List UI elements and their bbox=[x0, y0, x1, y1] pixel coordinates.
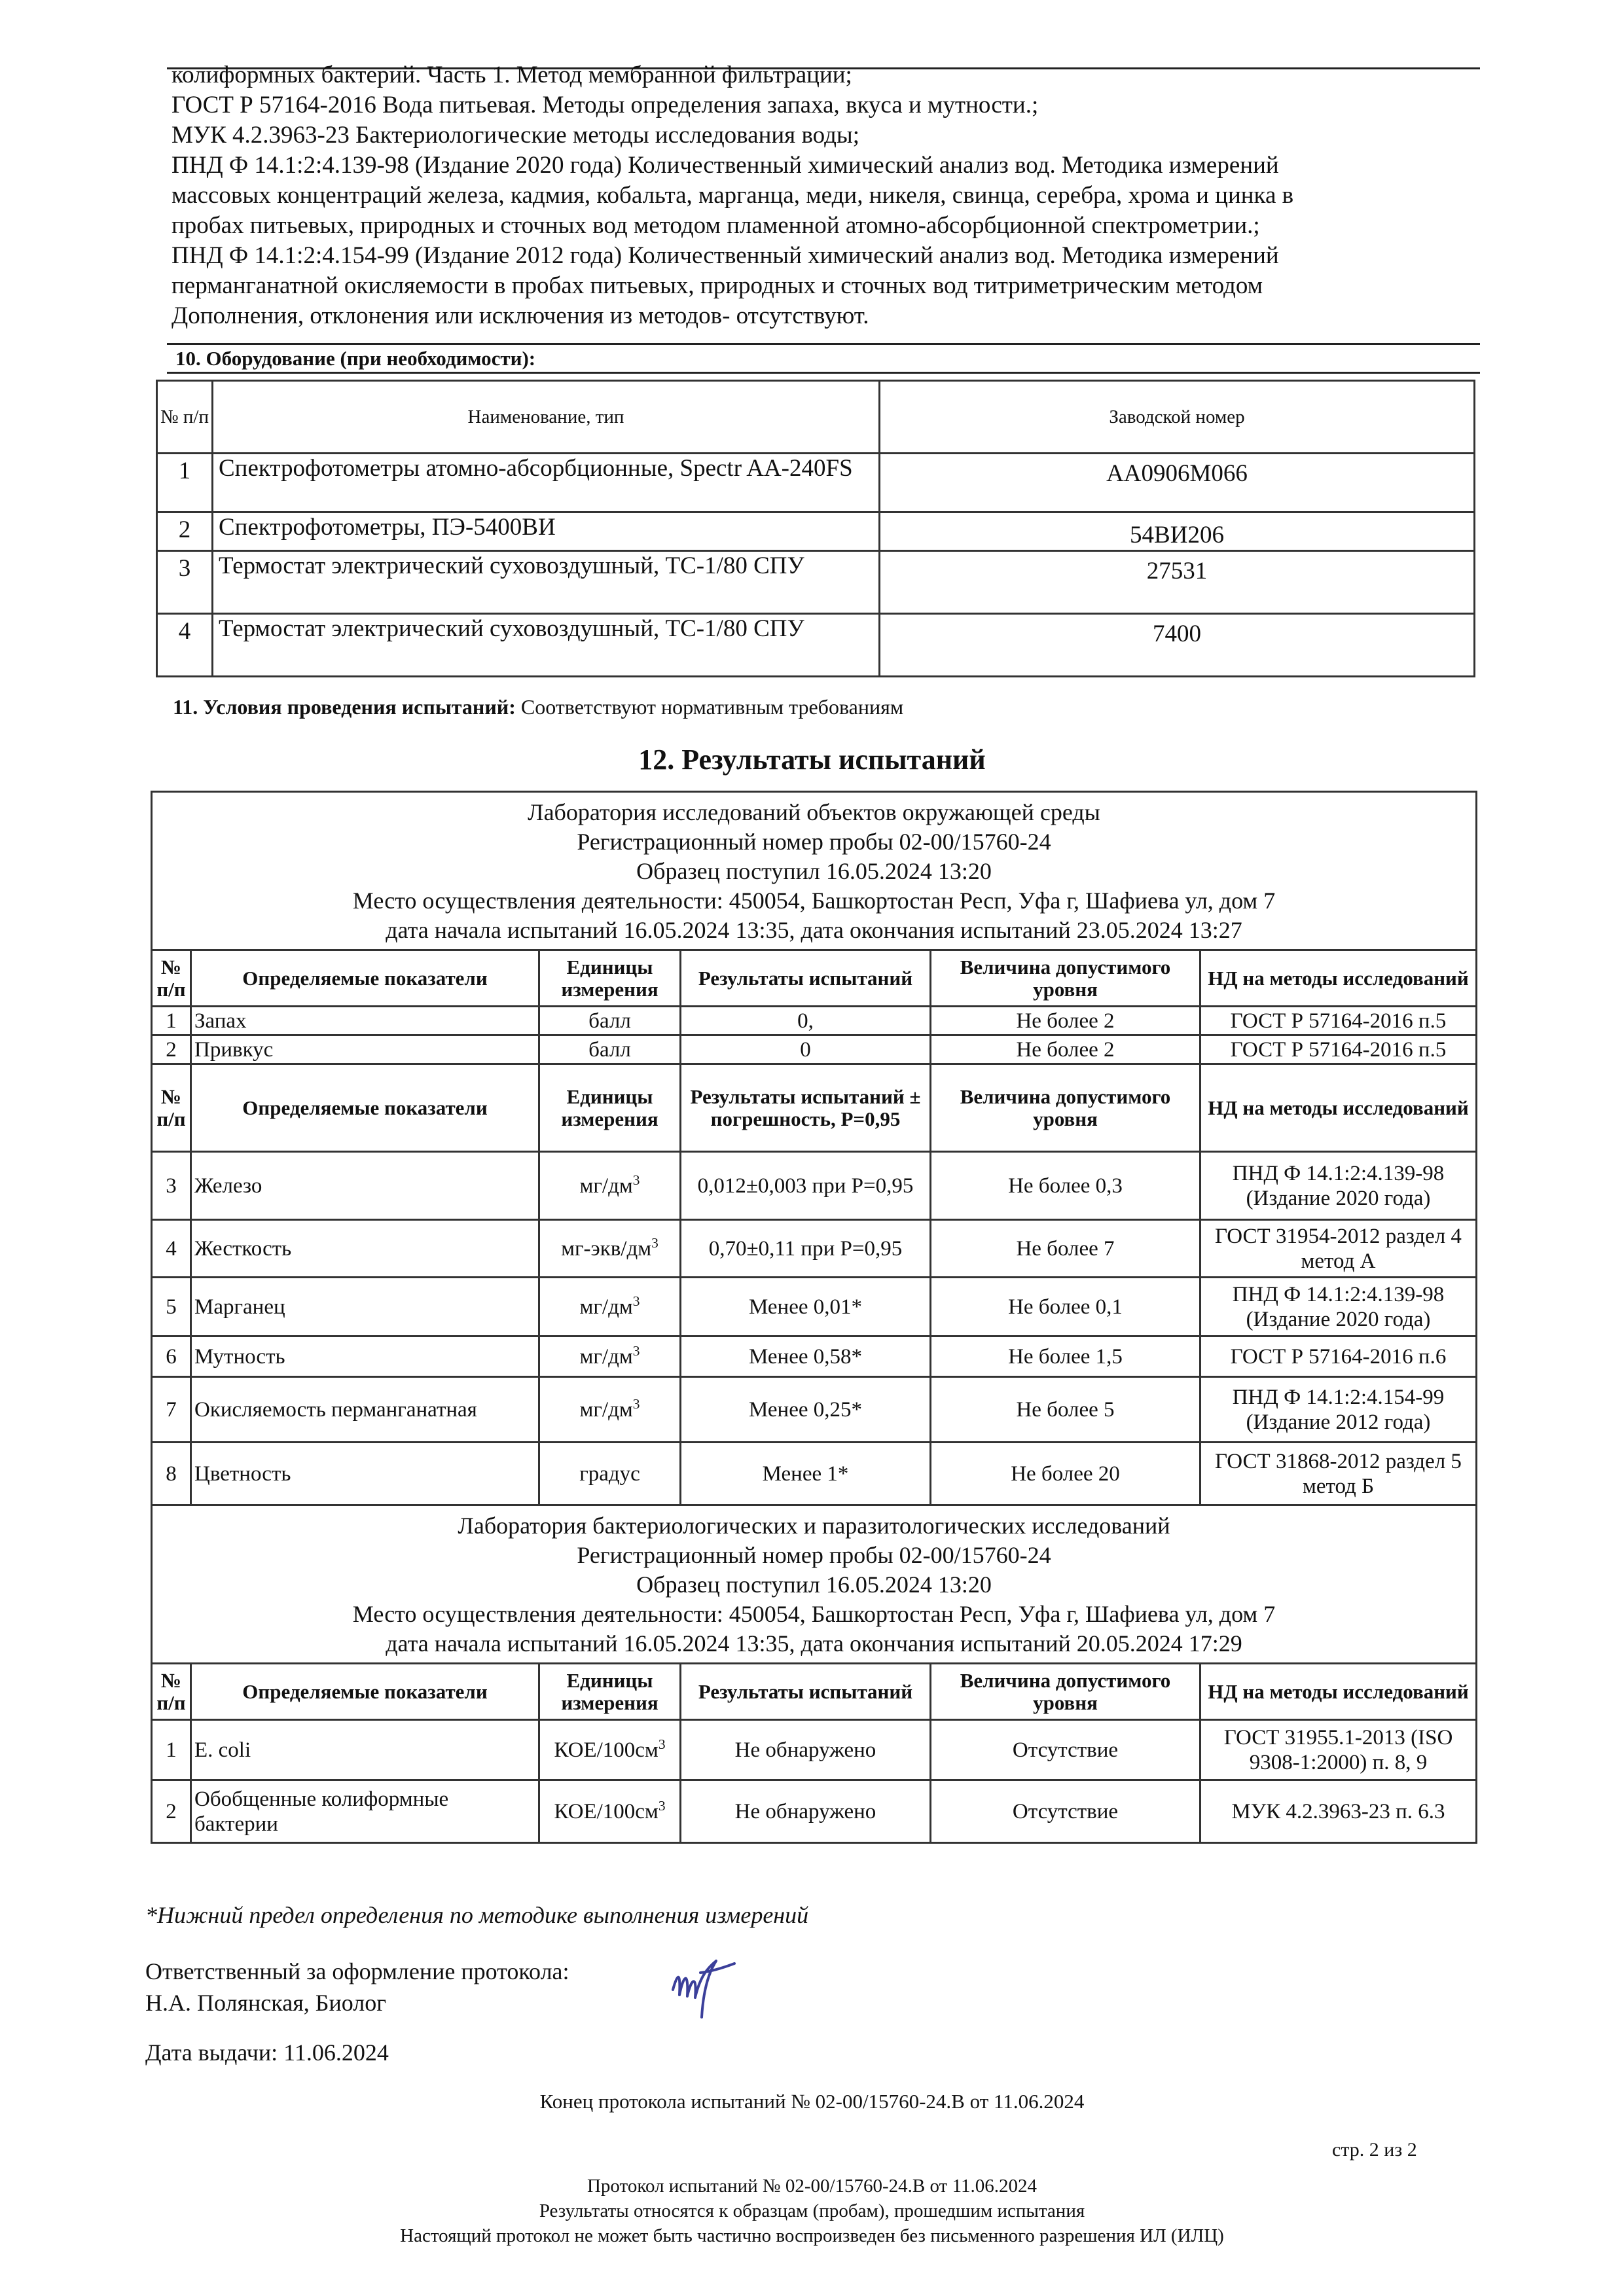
row-num: 3 bbox=[152, 1152, 191, 1220]
row-num: 6 bbox=[152, 1336, 191, 1377]
table-header-row bbox=[152, 950, 1477, 1007]
row-num: 4 bbox=[157, 614, 213, 677]
limit: Не более 0,3 bbox=[931, 1152, 1200, 1220]
col-units: Единицы измерения bbox=[539, 950, 681, 1007]
col-result: Результаты испытаний bbox=[681, 950, 931, 1007]
col-indicator: Определяемые показатели bbox=[191, 1064, 539, 1152]
method-line: МУК 4.2.3963-23 Бактериологические методы исследования воды; bbox=[171, 122, 860, 149]
units-text: мг/дм bbox=[579, 1344, 633, 1369]
lab-info bbox=[152, 1505, 1477, 1664]
results-title: 12. Результаты испытаний bbox=[638, 744, 986, 776]
units-text: мг/дм bbox=[579, 1397, 633, 1422]
col-result: Результаты испытаний bbox=[681, 1664, 931, 1720]
row-num: 4 bbox=[152, 1220, 191, 1278]
units-exponent: 3 bbox=[632, 1342, 640, 1359]
result: Менее 0,58* bbox=[681, 1336, 931, 1377]
method: ГОСТ 31954-2012 раздел 4 метод А bbox=[1200, 1220, 1477, 1278]
row-num: 3 bbox=[157, 551, 213, 614]
test-dates: дата начала испытаний 16.05.2024 13:35, дата окончания испытаний 20.05.2024 17:29 bbox=[386, 1630, 1242, 1657]
table-row bbox=[157, 512, 1475, 551]
result: Не обнаружено bbox=[681, 1780, 931, 1843]
page-footer bbox=[0, 2174, 1624, 2248]
result: Не обнаружено bbox=[681, 1720, 931, 1780]
table-row bbox=[152, 1152, 1477, 1220]
units bbox=[539, 1443, 681, 1505]
result: 0,70±0,11 при Р=0,95 bbox=[681, 1220, 931, 1278]
units bbox=[539, 1336, 681, 1377]
units bbox=[539, 1220, 681, 1278]
table-row bbox=[157, 614, 1475, 677]
method-line: массовых концентраций железа, кадмия, кобальта, марганца, меди, никеля, свинца, серебра, хрома и цинка в bbox=[171, 182, 1294, 209]
lab-name: Лаборатория бактериологических и паразитологических исследований bbox=[458, 1513, 1170, 1539]
equipment-serial: 54ВИ206 bbox=[880, 512, 1475, 551]
col-method: НД на методы исследований bbox=[1200, 1664, 1477, 1720]
methods-list bbox=[171, 60, 1481, 331]
table-row bbox=[152, 1007, 1477, 1035]
sample-received: Образец поступил 16.05.2024 13:20 bbox=[636, 858, 992, 884]
limit: Не более 0,1 bbox=[931, 1278, 1200, 1336]
limit: Не более 7 bbox=[931, 1220, 1200, 1278]
units: балл bbox=[539, 1007, 681, 1035]
row-num: 1 bbox=[152, 1007, 191, 1035]
test-dates: дата начала испытаний 16.05.2024 13:35, дата окончания испытаний 23.05.2024 13:27 bbox=[386, 917, 1242, 943]
table-row bbox=[152, 1220, 1477, 1278]
result: Менее 0,01* bbox=[681, 1278, 931, 1336]
method: ГОСТ Р 57164-2016 п.6 bbox=[1200, 1336, 1477, 1377]
equipment-table bbox=[156, 380, 1475, 677]
issue-date: Дата выдачи: 11.06.2024 bbox=[145, 2039, 389, 2066]
units-exponent: 3 bbox=[658, 1736, 666, 1752]
test-conditions bbox=[173, 695, 903, 719]
method: ГОСТ Р 57164-2016 п.5 bbox=[1200, 1007, 1477, 1035]
equipment-name: Термостат электрический суховоздушный, ТС-1/80 СПУ bbox=[213, 551, 880, 614]
indicator: Обобщенные колиформные бактерии bbox=[191, 1780, 539, 1843]
method: ГОСТ Р 57164-2016 п.5 bbox=[1200, 1035, 1477, 1064]
units-exponent: 3 bbox=[632, 1293, 640, 1309]
result: 0, bbox=[681, 1007, 931, 1035]
responsible-name: Н.А. Полянская, Биолог bbox=[145, 1990, 386, 2016]
col-num: № п/п bbox=[152, 1664, 191, 1720]
responsible-label: Ответственный за оформление протокола: bbox=[145, 1958, 569, 1984]
units-text: градус bbox=[579, 1462, 640, 1486]
col-result: Результаты испытаний ± погрешность, Р=0,95 bbox=[681, 1064, 931, 1152]
indicator: Жесткость bbox=[191, 1220, 539, 1278]
method: ПНД Ф 14.1:2:4.154-99 (Издание 2012 года) bbox=[1200, 1377, 1477, 1443]
method-line: колиформных бактерий. Часть 1. Метод мембранной фильтрации; bbox=[171, 62, 852, 88]
lab-name: Лаборатория исследований объектов окружающей среды bbox=[528, 799, 1100, 825]
activity-location: Место осуществления деятельности: 450054, Башкортостан Респ, Уфа г, Шафиева ул, дом 7 bbox=[352, 1601, 1276, 1627]
section-rule bbox=[167, 343, 1480, 345]
lab-info-row bbox=[152, 792, 1477, 950]
limit: Не более 5 bbox=[931, 1377, 1200, 1443]
col-limit: Величина допустимого уровня bbox=[931, 1664, 1200, 1720]
registration-number: Регистрационный номер пробы 02-00/15760-24 bbox=[577, 829, 1051, 855]
equipment-serial: 7400 bbox=[880, 614, 1475, 677]
responsible-person bbox=[145, 1956, 569, 2018]
method-line: ПНД Ф 14.1:2:4.154-99 (Издание 2012 года) Количественный химический анализ вод. Методика измерений bbox=[171, 242, 1279, 269]
row-num: 5 bbox=[152, 1278, 191, 1336]
method: ПНД Ф 14.1:2:4.139-98 (Издание 2020 года) bbox=[1200, 1278, 1477, 1336]
method: ГОСТ 31868-2012 раздел 5 метод Б bbox=[1200, 1443, 1477, 1505]
col-indicator: Определяемые показатели bbox=[191, 950, 539, 1007]
section-rule bbox=[167, 372, 1480, 374]
equipment-name: Спектрофотометры, ПЭ-5400ВИ bbox=[213, 512, 880, 551]
col-num: № п/п bbox=[157, 381, 213, 454]
limit: Не более 2 bbox=[931, 1035, 1200, 1064]
page-number: стр. 2 из 2 bbox=[1332, 2139, 1417, 2161]
method-line: ГОСТ Р 57164-2016 Вода питьевая. Методы определения запаха, вкуса и мутности.; bbox=[171, 92, 1039, 118]
equipment-serial: AA0906M066 bbox=[880, 454, 1475, 512]
footer-line: Настоящий протокол не может быть частично воспроизведен без письменного разрешения ИЛ (ИЛЦ) bbox=[400, 2225, 1224, 2246]
units-exponent: 3 bbox=[651, 1234, 659, 1251]
col-limit: Величина допустимого уровня bbox=[931, 950, 1200, 1007]
col-limit: Величина допустимого уровня bbox=[931, 1064, 1200, 1152]
registration-number: Регистрационный номер пробы 02-00/15760-24 bbox=[577, 1542, 1051, 1568]
method: МУК 4.2.3963-23 п. 6.3 bbox=[1200, 1780, 1477, 1843]
equipment-heading: 10. Оборудование (при необходимости): bbox=[175, 347, 536, 370]
col-indicator: Определяемые показатели bbox=[191, 1664, 539, 1720]
units-exponent: 3 bbox=[632, 1172, 640, 1188]
indicator: Окисляемость перманганатная bbox=[191, 1377, 539, 1443]
equipment-name: Термостат электрический суховоздушный, ТС-1/80 СПУ bbox=[213, 614, 880, 677]
method-line: ПНД Ф 14.1:2:4.139-98 (Издание 2020 года) Количественный химический анализ вод. Методика измерений bbox=[171, 152, 1279, 179]
units bbox=[539, 1780, 681, 1843]
indicator: Запах bbox=[191, 1007, 539, 1035]
units-exponent: 3 bbox=[658, 1797, 666, 1814]
protocol-end: Конец протокола испытаний № 02-00/15760-24.В от 11.06.2024 bbox=[539, 2090, 1085, 2113]
units: балл bbox=[539, 1035, 681, 1064]
result: Менее 1* bbox=[681, 1443, 931, 1505]
indicator: Мутность bbox=[191, 1336, 539, 1377]
limit: Не более 20 bbox=[931, 1443, 1200, 1505]
method: ГОСТ 31955.1-2013 (ISO 9308-1:2000) п. 8, 9 bbox=[1200, 1720, 1477, 1780]
indicator: Железо bbox=[191, 1152, 539, 1220]
equipment-name: Спектрофотометры атомно-абсорбционные, Spectr AA-240FS bbox=[213, 454, 880, 512]
col-num: № п/п bbox=[152, 1064, 191, 1152]
table-row bbox=[152, 1780, 1477, 1843]
col-name: Наименование, тип bbox=[213, 381, 880, 454]
table-row bbox=[152, 1336, 1477, 1377]
units-exponent: 3 bbox=[632, 1395, 640, 1412]
col-serial: Заводской номер bbox=[880, 381, 1475, 454]
table-header-row bbox=[152, 1664, 1477, 1720]
indicator: E. coli bbox=[191, 1720, 539, 1780]
conditions-label: 11. Условия проведения испытаний: bbox=[173, 695, 516, 719]
units-text: КОЕ/100см bbox=[554, 1738, 659, 1762]
result: 0,012±0,003 при Р=0,95 bbox=[681, 1152, 931, 1220]
col-units: Единицы измерения bbox=[539, 1064, 681, 1152]
row-num: 7 bbox=[152, 1377, 191, 1443]
units-text: мг/дм bbox=[579, 1295, 633, 1319]
row-num: 8 bbox=[152, 1443, 191, 1505]
limit: Не более 2 bbox=[931, 1007, 1200, 1035]
result: 0 bbox=[681, 1035, 931, 1064]
col-num: № п/п bbox=[152, 950, 191, 1007]
units-text: мг-экв/дм bbox=[561, 1236, 652, 1261]
col-units: Единицы измерения bbox=[539, 1664, 681, 1720]
table-row bbox=[152, 1377, 1477, 1443]
table-header-row bbox=[157, 381, 1475, 454]
result: Менее 0,25* bbox=[681, 1377, 931, 1443]
indicator: Привкус bbox=[191, 1035, 539, 1064]
conditions-value: Соответствуют нормативным требованиям bbox=[520, 695, 904, 719]
table-row bbox=[157, 551, 1475, 614]
table-row bbox=[152, 1720, 1477, 1780]
method-line: Дополнения, отклонения или исключения из методов- отсутствуют. bbox=[171, 302, 869, 329]
lab-info bbox=[152, 792, 1477, 950]
units bbox=[539, 1720, 681, 1780]
method: ПНД Ф 14.1:2:4.139-98 (Издание 2020 года) bbox=[1200, 1152, 1477, 1220]
limit: Отсутствие bbox=[931, 1720, 1200, 1780]
limit: Отсутствие bbox=[931, 1780, 1200, 1843]
sample-received: Образец поступил 16.05.2024 13:20 bbox=[636, 1571, 992, 1598]
lab-info-row bbox=[152, 1505, 1477, 1664]
units-text: КОЕ/100см bbox=[554, 1799, 659, 1823]
row-num: 2 bbox=[157, 512, 213, 551]
footer-line: Результаты относятся к образцам (пробам), прошедшим испытания bbox=[539, 2200, 1085, 2221]
table-header-row bbox=[152, 1064, 1477, 1152]
table-row bbox=[152, 1443, 1477, 1505]
footnote: *Нижний предел определения по методике выполнения измерений bbox=[145, 1902, 809, 1928]
row-num: 2 bbox=[152, 1780, 191, 1843]
activity-location: Место осуществления деятельности: 450054, Башкортостан Респ, Уфа г, Шафиева ул, дом 7 bbox=[352, 888, 1276, 914]
indicator: Цветность bbox=[191, 1443, 539, 1505]
table-row bbox=[157, 454, 1475, 512]
table-row bbox=[152, 1035, 1477, 1064]
limit: Не более 1,5 bbox=[931, 1336, 1200, 1377]
col-method: НД на методы исследований bbox=[1200, 1064, 1477, 1152]
equipment-serial: 27531 bbox=[880, 551, 1475, 614]
footer-line: Протокол испытаний № 02-00/15760-24.В от 11.06.2024 bbox=[586, 2176, 1037, 2197]
method-line: перманганатной окисляемости в пробах питьевых, природных и сточных вод титриметрическим методом bbox=[171, 272, 1263, 299]
method-line: пробах питьевых, природных и сточных вод методом пламенной атомно-абсорбционной спектрометрии.; bbox=[171, 212, 1260, 239]
indicator: Марганец bbox=[191, 1278, 539, 1336]
row-num: 1 bbox=[152, 1720, 191, 1780]
row-num: 1 bbox=[157, 454, 213, 512]
units bbox=[539, 1278, 681, 1336]
row-num: 2 bbox=[152, 1035, 191, 1064]
results-table-lab1 bbox=[151, 791, 1477, 1844]
col-method: НД на методы исследований bbox=[1200, 950, 1477, 1007]
units-text: мг/дм bbox=[579, 1174, 633, 1198]
signature-icon bbox=[661, 1949, 740, 2021]
table-row bbox=[152, 1278, 1477, 1336]
units bbox=[539, 1152, 681, 1220]
units bbox=[539, 1377, 681, 1443]
